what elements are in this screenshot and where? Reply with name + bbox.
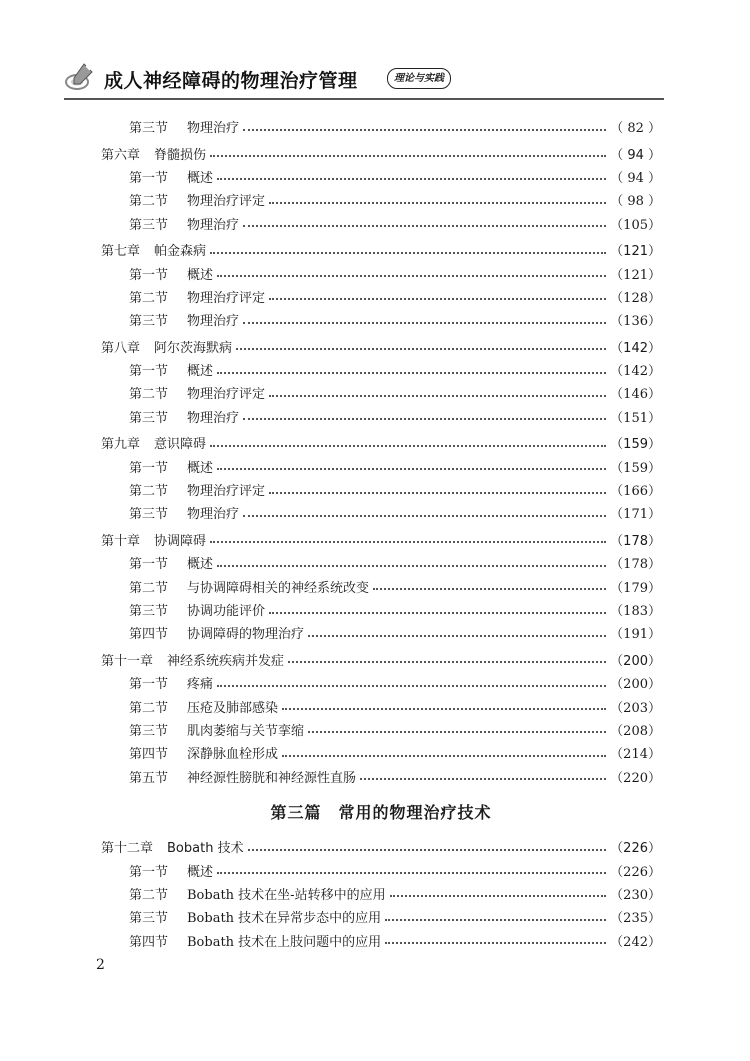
page-ref: （ 98 ） — [610, 194, 661, 210]
chapter-number: 第七章 — [101, 244, 141, 260]
toc-section-entry — [101, 929, 661, 952]
toc-chapter-entry — [101, 141, 661, 164]
chapter-number: 第八章 — [101, 340, 141, 356]
section-number: 第三节 — [129, 604, 169, 619]
section-title: 概述 — [187, 557, 214, 573]
toc-section-entry — [101, 765, 661, 788]
page-ref: （121） — [610, 244, 661, 260]
chapter-title: 协调障碍 — [154, 533, 207, 549]
chapter-title: 脊髓损伤 — [154, 147, 207, 163]
page-ref: （166） — [610, 484, 661, 500]
page-ref: （142） — [610, 364, 661, 380]
dot-leader — [282, 708, 606, 710]
dot-leader — [269, 612, 606, 614]
section-number: 第二节 — [129, 700, 169, 716]
section-number: 第三节 — [129, 410, 169, 426]
dot-leader — [243, 515, 606, 517]
toc-section-entry — [101, 574, 661, 597]
page-ref: （146） — [610, 387, 661, 403]
section-title: 物理治疗 — [187, 314, 240, 330]
page-ref: （179） — [610, 580, 661, 596]
section-title: 与协调障碍相关的神经系统改变 — [187, 580, 370, 596]
chapter-title: Bobath 技术 — [167, 841, 244, 857]
dot-leader — [210, 155, 606, 157]
dot-leader — [210, 541, 606, 543]
toc-section-entry — [101, 501, 661, 524]
toc-chapter-entry — [101, 528, 661, 551]
section-title: 物理治疗 — [187, 507, 240, 523]
chapter-number: 第六章 — [101, 147, 141, 163]
toc-section-entry — [101, 381, 661, 404]
page-ref: （171） — [610, 507, 661, 523]
toc-section-entry — [101, 115, 661, 138]
dot-leader — [360, 778, 606, 780]
dot-leader — [217, 468, 606, 470]
section-title: 概述 — [187, 267, 214, 283]
page-ref: （151） — [610, 410, 661, 426]
page-ref: （200） — [610, 677, 661, 693]
toc-section-entry — [101, 858, 661, 881]
section-number: 第四节 — [129, 627, 169, 643]
toc-chapter-entry — [101, 335, 661, 358]
toc-section-entry — [101, 671, 661, 694]
section-title: 物理治疗评定 — [187, 484, 266, 500]
toc-section-entry — [101, 741, 661, 764]
chapter-title: 神经系统疾病并发症 — [167, 653, 285, 669]
page-header — [64, 58, 684, 98]
toc-section-entry — [101, 694, 661, 717]
chapter-title: 阿尔茨海默病 — [154, 340, 233, 356]
section-title: 协调功能评价 — [187, 604, 266, 619]
page-ref: （128） — [610, 290, 661, 306]
toc-section-entry — [101, 598, 661, 621]
section-title: 物理治疗评定 — [187, 194, 266, 210]
toc-section-entry — [101, 261, 661, 284]
toc-section-entry — [101, 718, 661, 741]
page-ref: （178） — [610, 557, 661, 573]
section-number: 第二节 — [129, 580, 169, 596]
page-ref: （226） — [610, 841, 661, 857]
section-number: 第五节 — [129, 770, 169, 786]
page-ref: （203） — [610, 700, 661, 716]
section-number: 第四节 — [129, 747, 169, 763]
section-title: 压疮及肺部感染 — [187, 700, 279, 716]
page-ref: （200） — [610, 653, 661, 669]
toc-section-entry — [101, 212, 661, 235]
page-ref: （191） — [610, 627, 661, 643]
dot-leader — [217, 178, 606, 180]
section-title: 物理治疗 — [187, 217, 240, 233]
page-ref: （183） — [610, 604, 661, 619]
dot-leader — [308, 731, 606, 733]
page-ref: （121） — [610, 267, 661, 283]
section-title: Bobath 技术在上肢问题中的应用 — [187, 934, 382, 950]
chapter-title: 意识障碍 — [154, 437, 207, 453]
dot-leader — [248, 849, 607, 851]
page-ref: （105） — [610, 217, 661, 233]
section-number: 第二节 — [129, 887, 169, 903]
section-number: 第一节 — [129, 864, 169, 880]
section-number: 第一节 — [129, 267, 169, 283]
dot-leader — [243, 418, 606, 420]
toc-section-entry — [101, 285, 661, 308]
section-number: 第二节 — [129, 290, 169, 306]
toc-section-entry — [101, 165, 661, 188]
section-number: 第一节 — [129, 677, 169, 693]
dot-leader — [385, 942, 606, 944]
page-ref: （136） — [610, 314, 661, 330]
dot-leader — [243, 322, 606, 324]
book-title: 成人神经障碍的物理治疗管理 — [104, 70, 358, 92]
toc-section-entry — [101, 188, 661, 211]
chapter-title: 帕金森病 — [154, 244, 207, 260]
section-number: 第一节 — [129, 557, 169, 573]
section-title: 疼痛 — [187, 677, 214, 693]
section-title: 协调障碍的物理治疗 — [187, 627, 305, 643]
toc-chapter-entry — [101, 238, 661, 261]
subtitle-badge: 理论与实践 — [387, 68, 451, 89]
dot-leader — [243, 129, 606, 131]
dot-leader — [217, 372, 606, 374]
section-number: 第三节 — [129, 314, 169, 330]
section-title: Bobath 技术在坐-站转移中的应用 — [187, 887, 386, 903]
page-ref: （ 82 ） — [610, 121, 661, 137]
toc-section-entry — [101, 551, 661, 574]
section-title: 肌肉萎缩与关节挛缩 — [187, 723, 305, 739]
section-title: 物理治疗评定 — [187, 387, 266, 403]
toc-section-entry — [101, 621, 661, 644]
dot-leader — [243, 225, 606, 227]
dot-leader — [288, 661, 606, 663]
section-title: 深静脉血栓形成 — [187, 747, 279, 763]
section-number: 第一节 — [129, 364, 169, 380]
section-number: 第三节 — [129, 911, 169, 927]
header-rule — [64, 98, 664, 100]
table-of-contents — [101, 115, 661, 952]
section-title: 概述 — [187, 460, 214, 476]
toc-section-entry — [101, 405, 661, 428]
toc-section-entry — [101, 905, 661, 928]
page-ref: （159） — [610, 437, 661, 453]
dot-leader — [385, 919, 606, 921]
page-ref: （159） — [610, 460, 661, 476]
toc-section-entry — [101, 478, 661, 501]
dot-leader — [269, 492, 606, 494]
page-ref: （235） — [610, 911, 661, 927]
page-ref: （142） — [610, 340, 661, 356]
dot-leader — [217, 275, 606, 277]
page-ref: （226） — [610, 864, 661, 880]
toc-chapter-entry — [101, 835, 661, 858]
section-title: 物理治疗 — [187, 121, 240, 137]
section-number: 第三节 — [129, 507, 169, 523]
section-number: 第三节 — [129, 723, 169, 739]
toc-section-entry — [101, 358, 661, 381]
dot-leader — [390, 895, 607, 897]
page-ref: （ 94 ） — [610, 170, 661, 186]
toc-chapter-entry — [101, 431, 661, 454]
section-number: 第二节 — [129, 387, 169, 403]
dot-leader — [210, 445, 606, 447]
toc-chapter-entry — [101, 648, 661, 671]
section-number: 第三节 — [129, 217, 169, 233]
dot-leader — [282, 755, 606, 757]
page-ref: （ 94 ） — [610, 147, 661, 163]
page-number: 2 — [96, 957, 105, 973]
section-title: 概述 — [187, 170, 214, 186]
dot-leader — [217, 872, 606, 874]
dot-leader — [236, 348, 606, 350]
dot-leader — [308, 635, 606, 637]
chapter-number: 第十章 — [101, 533, 141, 549]
dot-leader — [210, 252, 606, 254]
page-ref: （178） — [610, 533, 661, 549]
section-number: 第四节 — [129, 934, 169, 950]
page-ref: （208） — [610, 723, 661, 739]
toc-section-entry — [101, 882, 661, 905]
dot-leader — [269, 202, 606, 204]
section-title: 物理治疗 — [187, 410, 240, 426]
section-title: 神经源性膀胱和神经源性直肠 — [187, 770, 357, 786]
page-ref: （242） — [610, 934, 661, 950]
toc-section-entry — [101, 454, 661, 477]
book-logo-icon — [64, 60, 96, 94]
page-ref: （230） — [610, 887, 661, 903]
section-title: Bobath 技术在异常步态中的应用 — [187, 911, 382, 927]
part-heading: 第三篇 常用的物理治疗技术 — [270, 802, 492, 822]
dot-leader — [269, 395, 606, 397]
dot-leader — [217, 565, 606, 567]
section-number: 第三节 — [129, 121, 169, 137]
section-number: 第二节 — [129, 484, 169, 500]
section-number: 第二节 — [129, 194, 169, 210]
chapter-number: 第十二章 — [101, 841, 154, 857]
chapter-number: 第十一章 — [101, 653, 154, 669]
section-title: 物理治疗评定 — [187, 290, 266, 306]
dot-leader — [269, 298, 606, 300]
section-number: 第一节 — [129, 460, 169, 476]
dot-leader — [217, 685, 606, 687]
page-ref: （220） — [610, 770, 661, 786]
section-title: 概述 — [187, 364, 214, 380]
section-number: 第一节 — [129, 170, 169, 186]
dot-leader — [373, 588, 606, 590]
page-ref: （214） — [610, 747, 661, 763]
toc-section-entry — [101, 308, 661, 331]
chapter-number: 第九章 — [101, 437, 141, 453]
section-title: 概述 — [187, 864, 214, 880]
